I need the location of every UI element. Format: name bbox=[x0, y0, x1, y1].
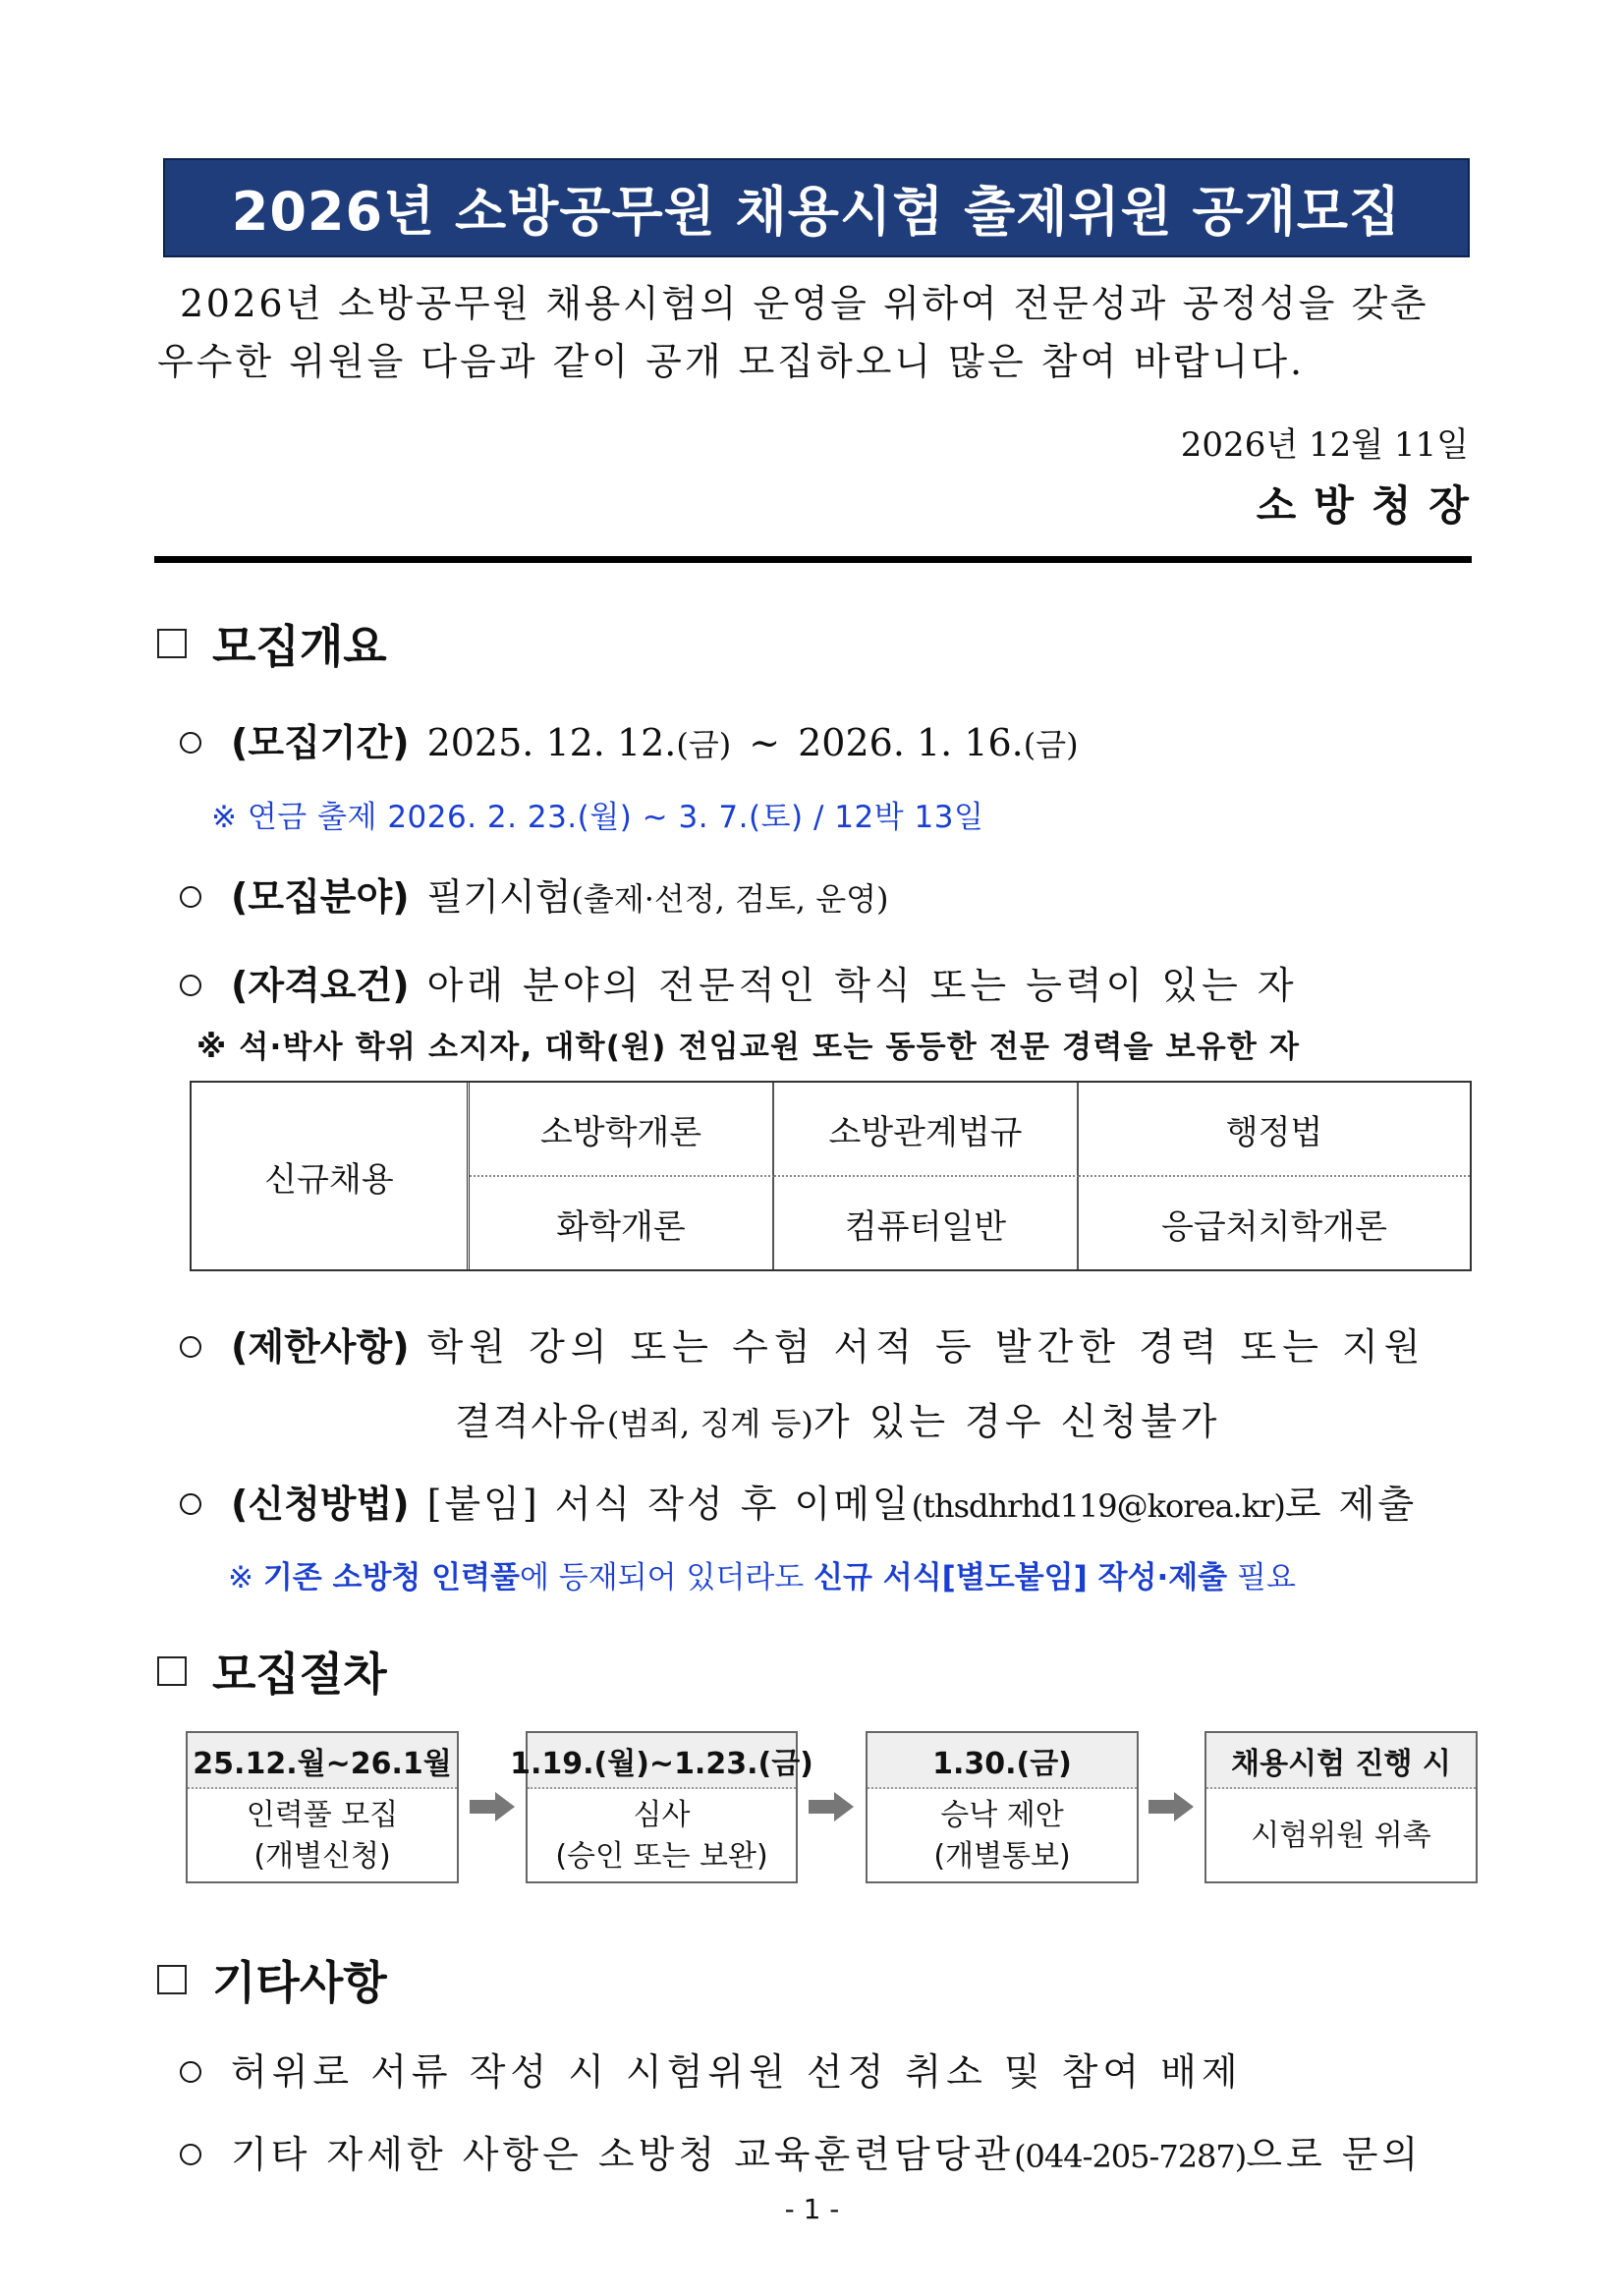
subject-row-header: 신규채용 bbox=[192, 1083, 470, 1269]
application-email[interactable]: (thsdhrhd119@korea.kr) bbox=[911, 1487, 1285, 1525]
application-text-b: 로 제출 bbox=[1284, 1483, 1418, 1526]
field-detail: (출제·선정, 검토, 운영) bbox=[571, 880, 889, 918]
application-note-bold-2: 신규 서식[별도붙임] 작성·제출 bbox=[813, 1560, 1228, 1596]
circle-bullet-icon bbox=[180, 886, 201, 908]
etc-item-2-phone: (044-205-7287) bbox=[1014, 2138, 1247, 2175]
square-bullet-icon bbox=[157, 1656, 187, 1686]
issue-date: 2026년 12월 11일 bbox=[1180, 425, 1469, 465]
restriction-item bbox=[180, 1316, 1426, 1371]
page-number: - 1 - bbox=[784, 2193, 840, 2225]
restriction-line-2 bbox=[455, 1391, 1221, 1445]
period-item bbox=[180, 712, 1079, 766]
flow-step-head: 25.12.월~26.1월 bbox=[188, 1733, 457, 1789]
flow-step-line1: 시험위원 위촉 bbox=[1251, 1819, 1431, 1853]
period-end: 2026. 1. 16. bbox=[798, 721, 1024, 764]
application-note-end: 필요 bbox=[1227, 1560, 1296, 1596]
section-etc bbox=[157, 1947, 387, 2012]
square-bullet-icon bbox=[157, 629, 187, 658]
qualification-text: 아래 분야의 전문적인 학식 또는 능력이 있는 자 bbox=[426, 964, 1298, 1007]
right-arrow-icon bbox=[809, 1790, 856, 1823]
application-note bbox=[228, 1552, 1296, 1596]
field-label: (모집분야) bbox=[231, 875, 410, 919]
etc-item-2 bbox=[180, 2124, 1422, 2178]
circle-bullet-icon bbox=[180, 2144, 201, 2165]
application-note-mark: ※ bbox=[228, 1560, 263, 1596]
application-label: (신청방법) bbox=[231, 1483, 410, 1526]
flow-step-head: 1.19.(월)~1.23.(금) bbox=[528, 1733, 796, 1789]
period-start-day: (금) bbox=[676, 726, 732, 763]
subject-cell: 컴퓨터일반 bbox=[774, 1177, 1079, 1269]
section-etc-title: 기타사항 bbox=[212, 1956, 387, 2009]
restriction-line-1: 학원 강의 또는 수험 서적 등 발간한 경력 또는 지원 bbox=[426, 1325, 1427, 1369]
field-item bbox=[180, 867, 889, 921]
circle-bullet-icon bbox=[180, 975, 201, 996]
etc-item-2-text-b: 으로 문의 bbox=[1246, 2133, 1423, 2176]
flow-step-line1: 승낙 제안 bbox=[940, 1798, 1064, 1832]
subject-cell: 행정법 bbox=[1079, 1083, 1470, 1177]
period-label: (모집기간) bbox=[231, 721, 410, 764]
circle-bullet-icon bbox=[180, 2061, 201, 2083]
flow-step bbox=[186, 1731, 459, 1883]
period-separator: ~ bbox=[749, 721, 781, 764]
circle-bullet-icon bbox=[180, 1493, 201, 1515]
circle-bullet-icon bbox=[180, 1336, 201, 1358]
section-procedure-title: 모집절차 bbox=[212, 1648, 387, 1701]
etc-item-2-text-a: 기타 자세한 사항은 소방청 교육훈련담당관 bbox=[231, 2133, 1015, 2176]
section-overview-title: 모집개요 bbox=[212, 620, 387, 673]
period-end-day: (금) bbox=[1023, 726, 1079, 763]
intro-line-2: 우수한 위원을 다음과 같이 공개 모집하오니 많은 참여 바랍니다. bbox=[157, 340, 1306, 383]
restriction-text-a: 결격사유 bbox=[455, 1400, 607, 1443]
qualification-note: ※ 석·박사 학위 소지자, 대학(원) 전임교원 또는 동등한 전문 경력을 보유한 자 bbox=[196, 1030, 1301, 1065]
restriction-text-b: (범죄, 징계 등) bbox=[606, 1405, 813, 1442]
etc-item-1 bbox=[180, 2042, 1243, 2096]
qualification-item bbox=[180, 955, 1298, 1009]
flow-step-line2: (개별신청) bbox=[253, 1839, 391, 1874]
flow-step-line1: 심사 bbox=[633, 1798, 691, 1832]
flow-step bbox=[866, 1731, 1139, 1883]
square-bullet-icon bbox=[157, 1965, 187, 1994]
flow-step-line2: (개별통보) bbox=[933, 1839, 1071, 1874]
qualification-label: (자격요건) bbox=[231, 964, 410, 1007]
subject-cell: 화학개론 bbox=[470, 1177, 774, 1269]
application-note-text: 에 등재되어 있더라도 bbox=[520, 1560, 814, 1596]
flow-step-line1: 인력풀 모집 bbox=[246, 1798, 399, 1832]
divider bbox=[154, 556, 1472, 563]
subject-cell: 소방관계법규 bbox=[774, 1083, 1079, 1177]
circle-bullet-icon bbox=[180, 732, 201, 754]
period-note: ※ 연금 출제 2026. 2. 23.(월) ~ 3. 7.(토) / 12박 13일 bbox=[211, 800, 984, 835]
right-arrow-icon bbox=[1148, 1790, 1196, 1823]
field-text: 필기시험 bbox=[426, 875, 572, 919]
subject-table bbox=[190, 1081, 1472, 1271]
document-title: 2026년 소방공무원 채용시험 출제위원 공개모집 bbox=[231, 181, 1402, 243]
title-banner bbox=[163, 158, 1470, 257]
period-start: 2025. 12. 12. bbox=[426, 721, 677, 764]
section-overview bbox=[157, 611, 387, 676]
flow-step bbox=[510, 1731, 813, 1883]
restriction-label: (제한사항) bbox=[231, 1325, 410, 1369]
section-procedure bbox=[157, 1639, 387, 1704]
restriction-text-c: 가 있는 경우 신청불가 bbox=[812, 1400, 1221, 1443]
application-note-bold-1: 기존 소방청 인력풀 bbox=[262, 1560, 520, 1596]
intro-line-1: 2026년 소방공무원 채용시험의 운영을 위하여 전문성과 공정성을 갖춘 bbox=[180, 282, 1429, 325]
right-arrow-icon bbox=[470, 1790, 517, 1823]
subject-cell: 소방학개론 bbox=[470, 1083, 774, 1177]
etc-item-1-text: 허위로 서류 작성 시 시험위원 선정 취소 및 참여 배제 bbox=[231, 2050, 1243, 2094]
issuer: 소방청장 bbox=[1256, 481, 1486, 530]
flow-step-head: 채용시험 진행 시 bbox=[1206, 1733, 1476, 1789]
flow-step-line2: (승인 또는 보완) bbox=[555, 1839, 768, 1874]
application-text-a: [붙임] 서식 작성 후 이메일 bbox=[426, 1483, 912, 1526]
subject-cell: 응급처치학개론 bbox=[1161, 1206, 1387, 1247]
flow-step-head: 1.30.(금) bbox=[868, 1733, 1137, 1789]
flow-step bbox=[1204, 1731, 1478, 1883]
application-item bbox=[180, 1474, 1417, 1528]
